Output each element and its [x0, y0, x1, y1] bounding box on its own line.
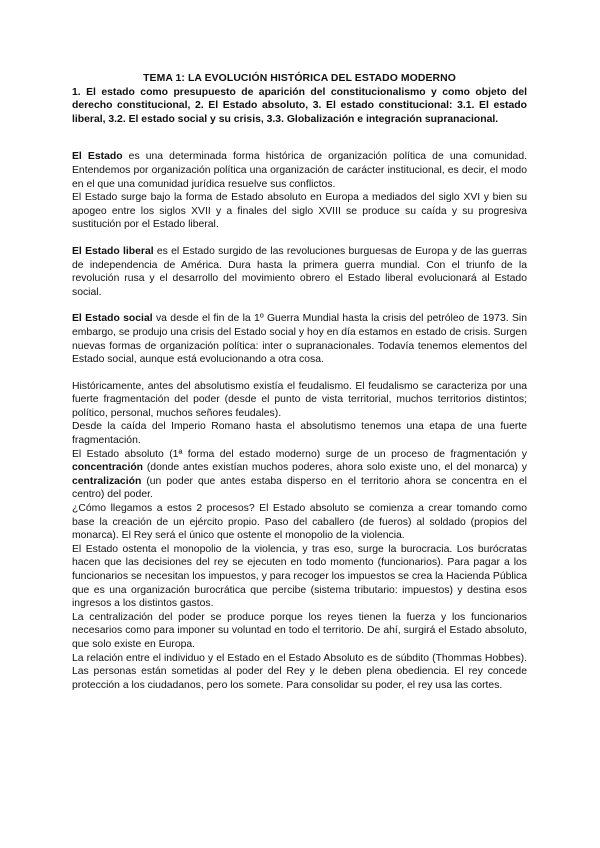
paragraph-subdito: La relación entre el individuo y el Estado en el Estado Absoluto es de súbdito (Thommas Hobbes). Las personas están sometidas al poder del Rey y le deben plena obediencia. El rey concede protección a los ciudadanos, pero los somete. Para consolidar su poder, el rey usa las cortes.	[72, 652, 527, 691]
paragraph-estado-definicion: El Estado es una determinada forma histórica de organización política de una comunidad. Entendemos por organización política una organización de carácter institucional, es decir, el modo en el que una comunidad jurídica resuelve sus conflictos.	[72, 151, 527, 190]
term-centralizacion: centralización	[72, 475, 142, 487]
paragraph-ejercito: ¿Cómo llegamos a estos 2 procesos? El Estado absoluto se comienza a crear tomando como base la creación de un ejército propio. Paso del caballero (de fueros) al soldado (propios del monarca). El Rey será el único que ostente el monopolio de la violencia.	[72, 503, 527, 542]
term-estado: El Estado	[72, 151, 123, 163]
paragraph-burocracia: El Estado ostenta el monopolio de la violencia, y tras eso, surge la burocracia. Los burócratas hacen que las decisiones del rey se ejecuten en todo momento (funcionarios). Para pagar a los funcionarios se necesitan los impuestos, y para recoger los impuestos se crea la Hacienda Pública que es una organización burocrática que percibe (sistema tributario: impuestos) y destina esos ingresos a los distintos gastos.	[72, 543, 527, 610]
paragraph-estado-absoluto: El Estado absoluto (1ª forma del estado moderno) surge de un proceso de fragmentación y concentración (donde antes existían muchos poderes, ahora solo existe uno, el del monarca) y centralización (un poder que antes estaba disperso en el territorio ahora se concentra en el centro) del poder.	[72, 448, 527, 501]
term-estado-social: El Estado social	[72, 313, 153, 325]
paragraph-feudalismo: Históricamente, antes del absolutismo existía el feudalismo. El feudalismo se caracteriza por una fuerte fragmentación del poder (desde el punto de vista territorial, muchos territorios distintos; político, personal, muchos señores feudales).	[72, 380, 527, 419]
paragraph-estado-social: El Estado social va desde el fin de la 1º Guerra Mundial hasta la crisis del petróleo de 1973. Sin embargo, se produjo una crisis del Estado social y hoy en día estamos en estado de crisis. Surgen nuevas formas de organización política: inter o supranacionales. Todavía tenemos elementos del Estado social, aunque está evolucionando a otra cosa.	[72, 313, 527, 366]
paragraph-estado-liberal: El Estado liberal es el Estado surgido de las revoluciones burguesas de Europa y de las guerras de independencia de América. Dura hasta la primera guerra mundial. Con el triunfo de la revolución rusa y el desarrollo del movimiento obrero el Estado liberal evolucionará al Estado social.	[72, 245, 528, 298]
paragraph-fragmentacion: Desde la caída del Imperio Romano hasta el absolutismo tenemos una etapa de una fuerte fragmentación.	[72, 421, 527, 447]
term-estado-liberal: El Estado liberal	[72, 245, 154, 257]
document-title: TEMA 1: LA EVOLUCIÓN HISTÓRICA DEL ESTADO MODERNO	[143, 73, 456, 84]
document-subtitle: 1. El estado como presupuesto de aparición del constitucionalismo y como objeto del derecho constitucional, 2. El Estado absoluto, 3. El estado constitucional: 3.1. El estado liberal, 3.2. El estado social y su crisis, 3.3. Globalización e integración supranacional.	[72, 86, 527, 125]
paragraph-estado-origen: El Estado surge bajo la forma de Estado absoluto en Europa a mediados del siglo XVI y bien su apogeo entre los siglos XVII y a finales del siglo XVIII se produce su caída y su progresiva sustitución por el Estado liberal.	[72, 192, 527, 231]
paragraph-centralizacion: La centralización del poder se produce porque los reyes tienen la fuerza y los funcionarios necesarios como para imponer su voluntad en todo el territorio. De ahí, surgirá el Estado absoluto, que solo existe en Europa.	[72, 611, 527, 650]
term-concentracion: concentración	[72, 462, 144, 474]
